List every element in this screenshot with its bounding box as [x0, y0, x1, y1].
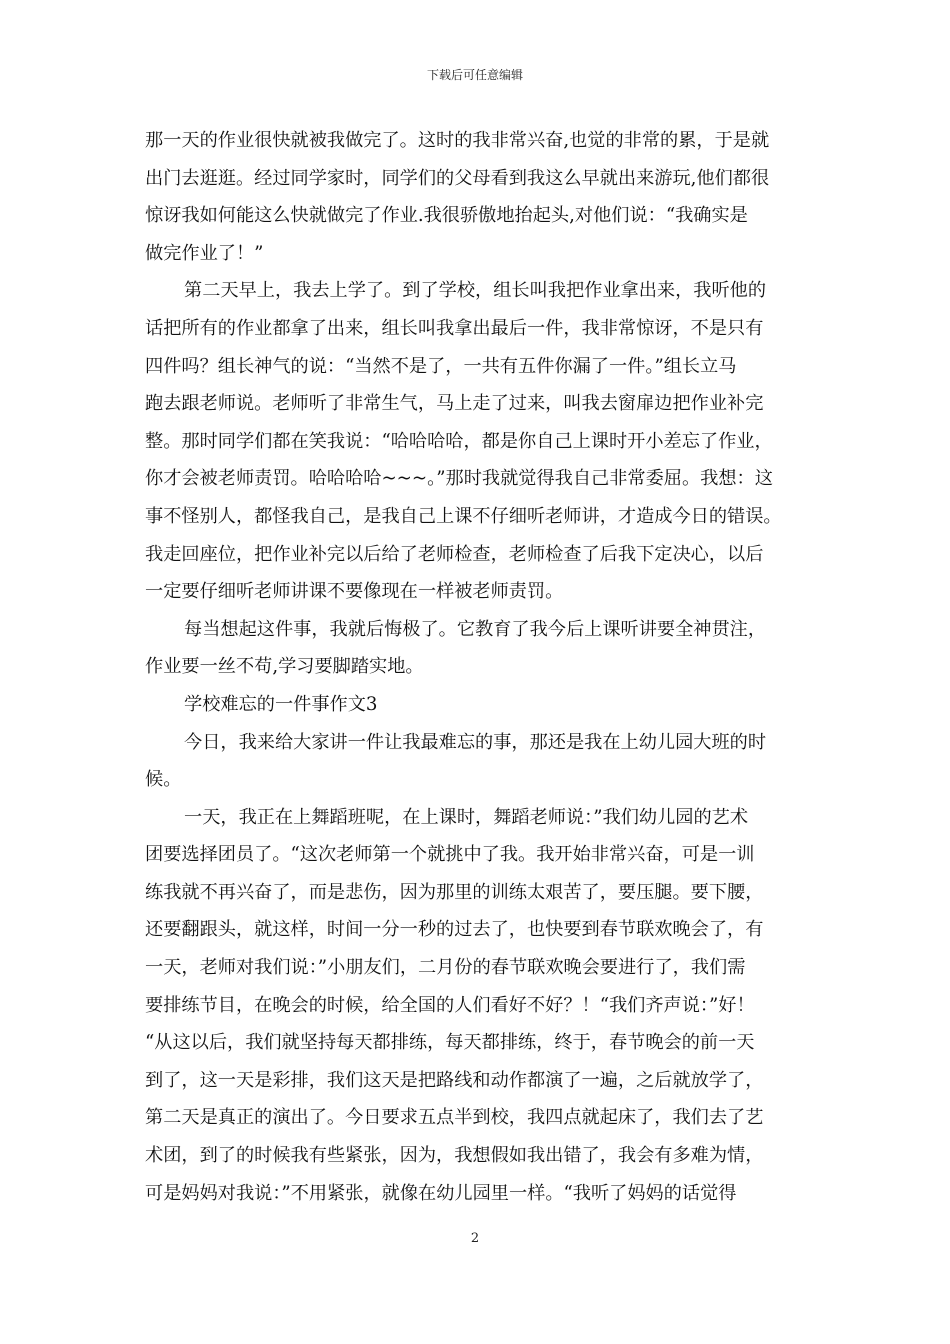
text-line: 做完作业了！” — [145, 242, 264, 264]
text-line: 今日，我来给大家讲一件让我最难忘的事，那还是我在上幼儿园大班的时 — [184, 731, 767, 753]
text-line: 四件吗？组长神气的说：“当然不是了，一共有五件你漏了一件。”组长立马 — [145, 355, 737, 377]
text-line: 候。 — [145, 769, 182, 791]
document-body — [145, 122, 807, 1212]
text-line: 第二天早上，我去上学了。到了学校，组长叫我把作业拿出来，我听他的 — [184, 280, 767, 302]
text-line: 一天，老师对我们说：”小朋友们，二月份的春节联欢晚会要进行了，我们需 — [145, 957, 746, 979]
text-line: 到了，这一天是彩排，我们这天是把路线和动作都演了一遍，之后就放学了， — [145, 1069, 764, 1091]
text-line: 一天，我正在上舞蹈班呢，在上课时，舞蹈老师说：”我们幼儿园的艺术 — [184, 806, 749, 828]
text-line: 还要翻跟头，就这样，时间一分一秒的过去了，也快要到春节联欢晚会了，有 — [145, 919, 764, 941]
text-line: 那一天的作业很快就被我做完了。这时的我非常兴奋,也觉的非常的累，于是就 — [145, 130, 770, 151]
text-line: 事不怪别人，都怪我自己，是我自己上课不仔细听老师讲，才造成今日的错误。 — [145, 505, 782, 527]
text-line: 第二天是真正的演出了。今日要求五点半到校，我四点就起床了，我们去了艺 — [145, 1107, 764, 1129]
text-line: 作业要一丝不苟,学习要脚踏实地。 — [145, 656, 424, 678]
text-line: 整。那时同学们都在笑我说：“哈哈哈哈，都是你自己上课时开小差忘了作业， — [145, 430, 773, 452]
text-line: 术团，到了的时候我有些紧张，因为，我想假如我出错了，我会有多难为情， — [145, 1145, 764, 1167]
text-line: 每当想起这件事，我就后悔极了。它教育了我今后上课听讲要全神贯注， — [184, 618, 767, 640]
text-line: 要排练节目，在晚会的时候，给全国的人们看好不好？！“我们齐声说：”好！ — [145, 994, 755, 1016]
page-header: 下载后可任意编辑 — [426, 68, 523, 82]
text-line: “从这以后，我们就坚持每天都排练，每天都排练，终于，春节晚会的前一天 — [145, 1032, 755, 1054]
text-line: 团要选择团员了。“这次老师第一个就挑中了我。我开始非常兴奋，可是一训 — [145, 844, 755, 866]
text-line: 一定要仔细听老师讲课不要像现在一样被老师责罚。 — [145, 581, 564, 603]
text-line: 学校难忘的一件事作文3 — [184, 693, 378, 715]
text-line: 话把所有的作业都拿了出来，组长叫我拿出最后一件，我非常惊讶，不是只有 — [145, 317, 764, 339]
text-line: 可是妈妈对我说：”不用紧张，就像在幼儿园里一样。“我听了妈妈的话觉得 — [145, 1182, 737, 1204]
text-line: 出门去逛逛。经过同学家时，同学们的父母看到我这么早就出来游玩,他们都很 — [145, 167, 770, 189]
page-number: 2 — [470, 1231, 480, 1246]
text-line: 惊讶我如何能这么快就做完了作业.我很骄傲地抬起头,对他们说：“我确实是 — [145, 205, 748, 227]
text-line: 我走回座位，把作业补完以后给了老师检查，老师检查了后我下定决心，以后 — [145, 543, 764, 565]
text-line: 跑去跟老师说。老师听了非常生气，马上走了过来，叫我去窗扉边把作业补完 — [145, 393, 764, 415]
text-line: 练我就不再兴奋了，而是悲伤，因为那里的训练太艰苦了，要压腿。要下腰， — [145, 881, 764, 903]
text-line: 你才会被老师责罚。哈哈哈哈~~~。”那时我就觉得我自己非常委屈。我想：这 — [145, 468, 773, 490]
